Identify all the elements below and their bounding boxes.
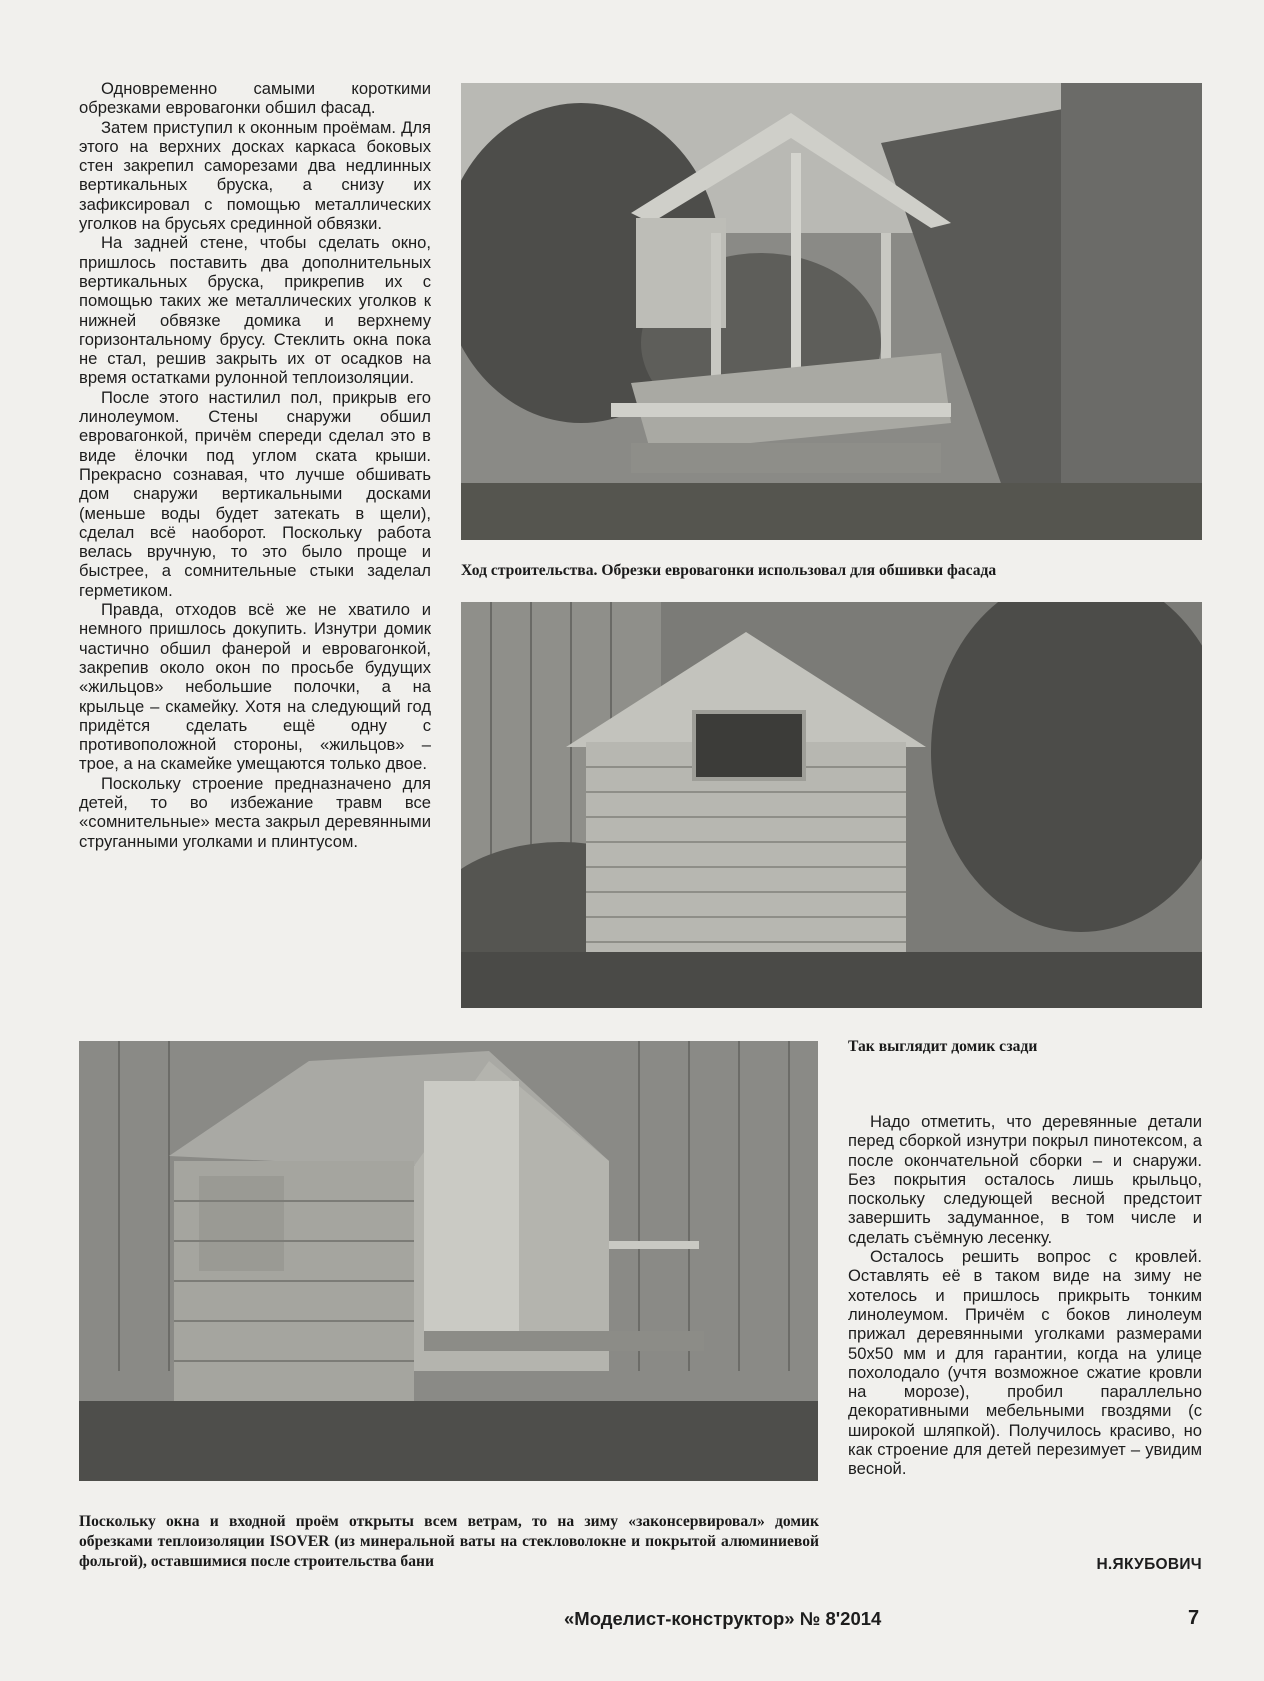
photo1-caption: Ход строительства. Обрезки евровагонки использовал для обшивки фасада bbox=[461, 562, 997, 579]
paragraph: Одновременно самыми короткими обрезками евровагонки обшил фасад. bbox=[79, 79, 431, 118]
paragraph: Поскольку строение предназначено для детей, то во избежание травм все «сомнительные» места закрыл деревянными струганными уголками и плинтусом. bbox=[79, 773, 431, 851]
article-right-column bbox=[848, 1112, 1202, 1479]
photo-house-rear bbox=[461, 602, 1202, 1008]
paragraph: Затем приступил к оконным проёмам. Для этого на верхних досках каркаса боковых стен закрепил саморезами два недлинных вертикальных бруска, а снизу их зафиксировал с помощью металлических уголков на брусьях срединной обвязки. bbox=[79, 117, 431, 234]
page-number: 7 bbox=[1188, 1607, 1200, 1629]
paragraph: На задней стене, чтобы сделать окно, пришлось поставить два дополнительных вертикальных бруска, прикрепив их с помощью таких же металлических уголков к нижней обвязке домика и верхнему горизонтальному брусу. Стеклить окна пока не стал, решив закрыть их от осадков на время остатками рулонной теплоизоляции. bbox=[79, 233, 431, 388]
paragraph: После этого настилил пол, прикрыв его линолеумом. Стены снаружи обшил евровагонкой, причём спереди сделал это в виде ёлочки под углом ската крыши. Прекрасно сознавая, что лучше обшивать дом снаружи вертикальными досками (меньше воды будет затекать в щели), сделал всё наоборот. Поскольку работа велась вручную, то это было проще и быстрее, а сомнительные стыки заделал герметиком. bbox=[79, 387, 431, 600]
paragraph: Надо отметить, что деревянные детали перед сборкой изнутри покрыл пинотексом, а после окончательной сборки – и снаружи. Без покрытия осталось лишь крыльцо, поскольку следующей весной предстоит завершить задуманное, в том числе и сделать съёмную лесенку. bbox=[848, 1112, 1202, 1247]
paragraph: Правда, отходов всё же не хватило и немного пришлось докупить. Изнутри домик частично обшил фанерой и евровагонкой, закрепив около окон по просьбе будущих «жильцов» небольшие полочки, а на крыльце – скамейку. Хотя на следующий год придётся сделать ещё одну с противоположной стороны, «жильцов» – трое, а на скамейке умещаются только двое. bbox=[79, 600, 431, 774]
article-left-column bbox=[79, 79, 431, 851]
photo-construction-frame bbox=[461, 83, 1202, 540]
photo3-caption: Поскольку окна и входной проём открыты всем ветрам, то на зиму «законсервировал» домик обрезками теплоизоляции ISOVER (из минеральной ваты на стекловолокне и покрытой алюминиевой фольгой), оставшимися после строительства бани bbox=[79, 1513, 819, 1570]
photo2-caption: Так выглядит домик сзади bbox=[848, 1038, 1038, 1055]
photo-house-insulated bbox=[79, 1041, 818, 1481]
footer-publication: «Моделист-конструктор» № 8'2014 bbox=[564, 1608, 882, 1629]
author-signature: Н.ЯКУБОВИЧ bbox=[1096, 1556, 1202, 1573]
paragraph: Осталось решить вопрос с кровлей. Оставлять её в таком виде на зиму не хотелось и пришлось прикрыть тонким линолеумом. Причём с боков линолеум прижал деревянными уголками размерами 50х50 мм и для гарантии, когда на улице похолодало (учтя возможное сжатие кровли на морозе), пробил параллельно декоративными мебельными гвоздями (с широкой шляпкой). Получилось красиво, но как строение для детей перезимует – увидим весной. bbox=[848, 1247, 1202, 1479]
